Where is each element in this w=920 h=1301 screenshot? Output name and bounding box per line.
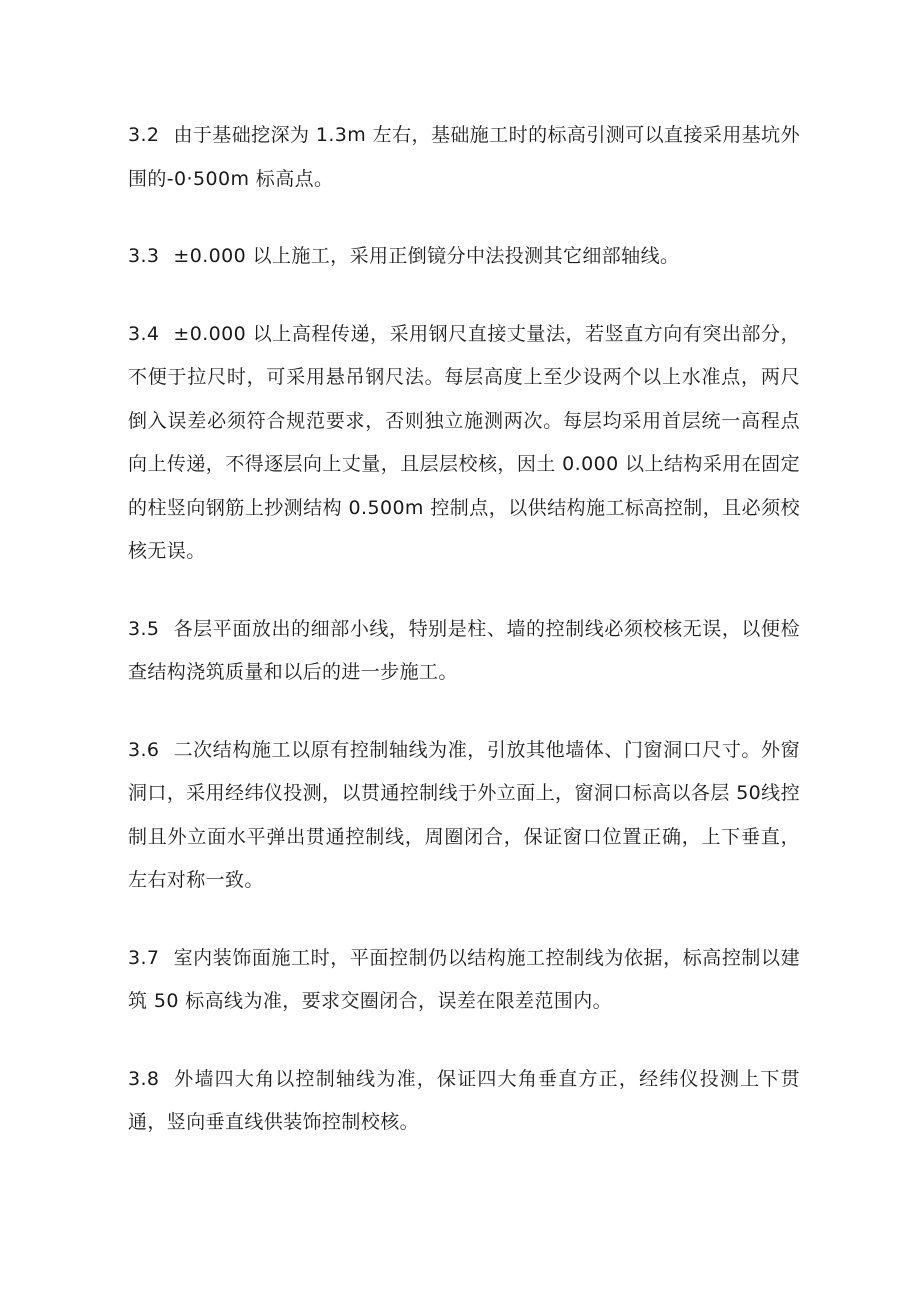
paragraph-text: ±0.000 以上高程传递，采用钢尺直接丈量法，若竖直方向有突出部分，不便于拉尺时，可采用悬吊钢尺法。每层高度上至少设两个以上水准点，两尺倒入误差必须符合规范要求，否则独立施测两次。每层均采用首层统一高程点向上传递，不得逐层向上丈量，且层层校核，因土 0.000 以上结构采用在固定的柱竖向钢筋上抄测结构 0.500m 控制点，以供结构施工标高控制，且必须校核无误。 xyxy=(128,322,800,562)
paragraph-number: 3.8 xyxy=(128,1067,160,1090)
paragraph-3-3 xyxy=(128,235,800,279)
paragraph-number: 3.7 xyxy=(128,946,160,969)
paragraph-text: 室内装饰面施工时，平面控制仍以结构施工控制线为依据，标高控制以建筑 50 标高线为准，要求交圈闭合，误差在限差范围内。 xyxy=(128,946,800,1012)
paragraph-3-4 xyxy=(128,313,800,574)
paragraph-number: 3.4 xyxy=(128,322,160,345)
paragraph-text: ±0.000 以上施工，采用正倒镜分中法投测其它细部轴线。 xyxy=(173,245,680,267)
paragraph-3-6 xyxy=(128,729,800,903)
paragraph-3-8 xyxy=(128,1058,800,1145)
paragraph-text: 各层平面放出的细部小线，特别是柱、墙的控制线必须校核无误，以便检查结构浇筑质量和以后的进一步施工。 xyxy=(128,617,800,683)
paragraph-3-2 xyxy=(128,114,800,201)
paragraph-number: 3.3 xyxy=(128,245,160,267)
paragraph-number: 3.6 xyxy=(128,738,160,761)
paragraph-3-5 xyxy=(128,608,800,695)
paragraph-3-7 xyxy=(128,937,800,1024)
paragraph-number: 3.2 xyxy=(128,124,160,146)
paragraph-text: 二次结构施工以原有控制轴线为准，引放其他墙体、门窗洞口尺寸。外窗洞口，采用经纬仪投测，以贯通控制线于外立面上，窗洞口标高以各层 50线控制且外立面水平弹出贯通控制线，周圈闭合，保证窗口位置正确，上下垂直，左右对称一致。 xyxy=(128,738,800,891)
paragraph-text: 由于基础挖深为 1.3m 左右，基础施工时的标高引测可以直接采用基坑外围的-0·500m 标高点。 xyxy=(128,124,800,190)
document-body xyxy=(128,114,800,1179)
paragraph-text: 外墙四大角以控制轴线为准，保证四大角垂直方正，经纬仪投测上下贯通，竖向垂直线供装饰控制校核。 xyxy=(128,1067,800,1133)
paragraph-number: 3.5 xyxy=(128,617,160,640)
